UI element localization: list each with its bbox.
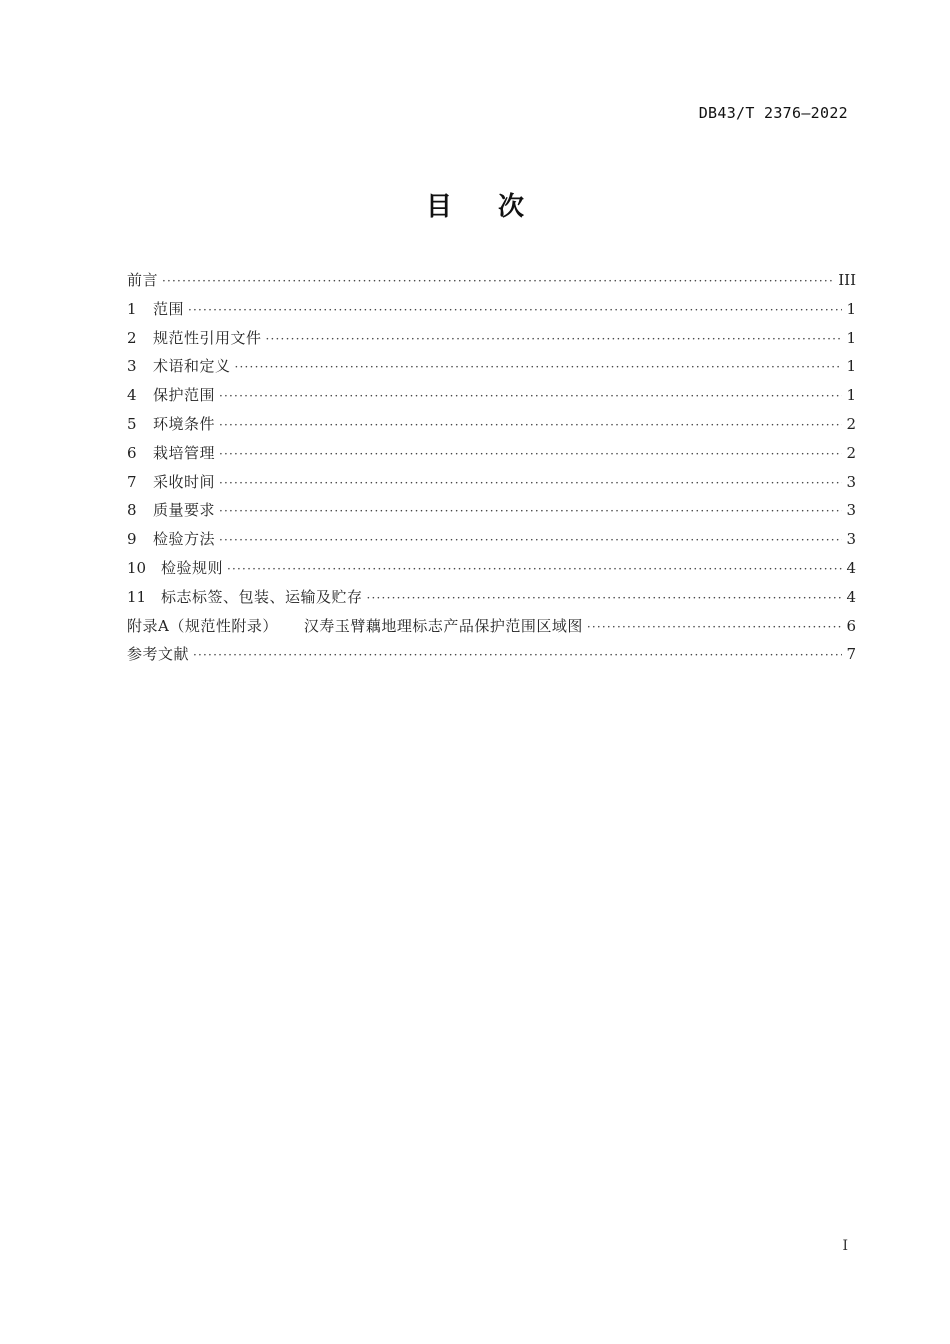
toc-entry-9[interactable] [127,525,856,554]
toc-entry-number: 9 [127,530,137,549]
toc-entry-page: 3 [846,530,856,549]
document-code: DB43/T 2376—2022 [698,104,848,122]
toc-entry-page: 1 [846,357,856,376]
toc-entry-1[interactable] [127,295,856,324]
toc-entry-number: 7 [127,472,137,491]
toc-entry-label [127,612,583,641]
toc-entry-number: 5 [127,414,137,433]
toc-entry-page: 4 [846,587,856,606]
dot-leader [235,353,843,382]
toc-entry-label: 保护范围 [153,386,216,405]
toc-entry-page: 1 [846,386,856,405]
toc-entry-page: 6 [846,616,856,635]
toc-entry-page: 3 [846,501,856,520]
toc-entry-2[interactable] [127,324,856,353]
toc-entry-page: 2 [846,443,856,462]
dot-leader [587,613,843,642]
toc-entry-page: III [838,271,856,289]
toc-entry-label: 参考文献 [127,645,190,664]
toc-entry-6[interactable] [127,439,856,468]
toc-entry-label: 标志标签、包装、运输及贮存 [161,587,363,606]
dot-leader [219,382,842,411]
toc-entry-page: 1 [846,299,856,318]
dot-leader [367,584,843,613]
toc-entry-page: 7 [846,645,856,664]
toc-entry-4[interactable] [127,381,856,410]
toc-entry-label: 检验规则 [161,558,224,577]
toc-entry-number: 2 [127,328,137,347]
toc-entry-number: 1 [127,299,137,318]
dot-leader [193,641,842,670]
toc-entry-label: 检验方法 [153,530,216,549]
annex-title: 汉寿玉臂藕地理标志产品保护范围区域图 [303,616,583,635]
toc-entry-8[interactable] [127,496,856,525]
dot-leader [219,440,842,469]
toc-entry-label: 术语和定义 [153,357,231,376]
toc-entry-label: 质量要求 [153,501,216,520]
toc-entry-number: 11 [127,587,147,606]
toc-entry-page: 4 [846,558,856,577]
toc-entry-preface[interactable] [127,266,856,295]
toc-entry-number: 3 [127,357,137,376]
toc-entry-3[interactable] [127,352,856,381]
toc-entry-label: 环境条件 [153,414,216,433]
toc-entry-number: 10 [127,558,147,577]
table-of-contents [127,266,856,669]
dot-leader [162,267,834,296]
toc-entry-number: 4 [127,386,137,405]
dot-leader [188,296,842,325]
dot-leader [219,469,842,498]
toc-entry-page: 3 [846,472,856,491]
dot-leader [266,325,843,354]
toc-entry-label: 规范性引用文件 [153,328,262,347]
toc-entry-label: 采收时间 [153,472,216,491]
annex-designation: 附录A（规范性附录） [127,616,278,635]
dot-leader [227,555,842,584]
toc-entry-10[interactable] [127,554,856,583]
toc-entry-label: 前言 [127,271,159,289]
toc-entry-page: 2 [846,414,856,433]
dot-leader [219,526,842,555]
toc-entry-11[interactable] [127,583,856,612]
toc-entry-annex-a[interactable] [127,612,856,641]
page-number: I [842,1238,848,1254]
toc-entry-page: 1 [846,328,856,347]
dot-leader [219,411,842,440]
page-title: 目次 [425,192,570,222]
toc-entry-number: 6 [127,443,137,462]
toc-entry-5[interactable] [127,410,856,439]
toc-entry-7[interactable] [127,468,856,497]
toc-entry-label: 栽培管理 [153,443,216,462]
toc-entry-label: 范围 [153,299,185,318]
toc-entry-number: 8 [127,501,137,520]
toc-entry-bibliography[interactable] [127,640,856,669]
dot-leader [219,497,842,526]
